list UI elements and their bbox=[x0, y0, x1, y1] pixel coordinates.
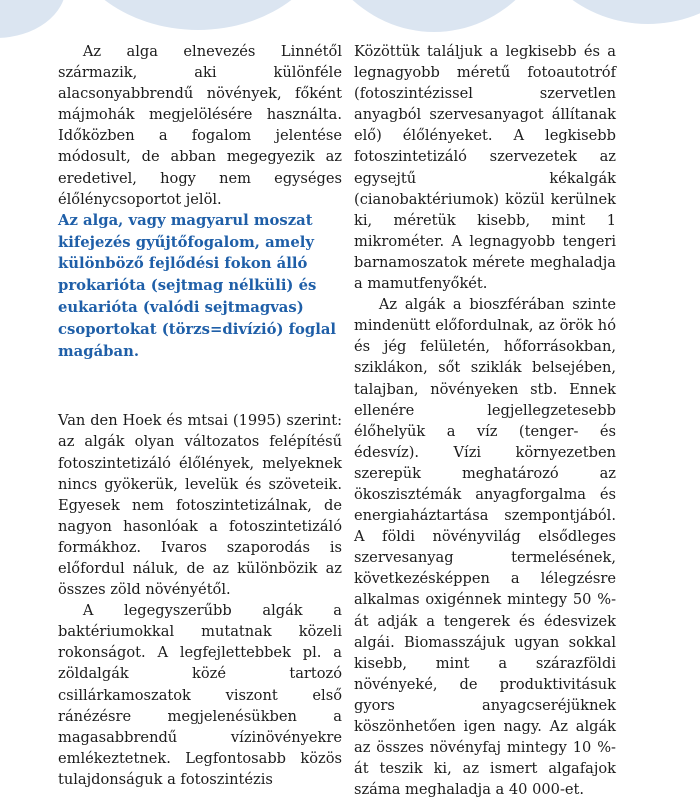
left-paragraph-2: Van den Hoek és mtsai (1995) szerint: az algák olyan változatos felépítésű fotoszintetizáló élőlények, melyeknek nincs gyökerük, levelük és szöveteik. Egyesek nem fotoszintetizálnak, de nagyon hasonlóak a fotoszintetizáló formákhoz. Ivaros szaporodás is előfordul náluk, de az különbözik az összes zöld növényétől. bbox=[58, 412, 342, 599]
header-wave-decoration bbox=[0, 0, 700, 40]
wave-bubble-4 bbox=[528, 0, 700, 24]
right-paragraph-2: Az algák a bioszférában szinte mindenütt előfordulnak, az örök hó és jég felületén, hőforrásokban, sziklákon, sőt sziklák belsejében, talajban, növényeken stb. Ennek ellenére legjellegzetesebb élőhelyük a víz (tenger- és édesvíz). Vízi környezetben szerepük meghatározó az ökoszisztémák anyagforgalma és energiaháztartása szempontjából. A földi növényvilág elsődleges szervesanyag termelésének, következésképpen a lélegzésre alkalmas oxigénnek mintegy 50 %-át adják a tengerek és édesvizek algái. Biomasszájuk ugyan sokkal kisebb, mint a szárazföldi növényeké, de produktivitásuk gyors anyagcseréjüknek köszönhetően igen nagy. Az algák az összes növényfaj mintegy 10 %-át teszik ki, az ismert algafajok száma meghaladja a 40 000-et. bbox=[354, 296, 616, 799]
highlight-callout: Az alga, vagy magyarul moszat kifejezés gyűjtőfogalom, amely különböző fejlődési fokon álló prokarióta (sejtmag nélküli) és eukarióta (valódi sejtmagvas) csoportokat (törzs=divízió) foglal magában. bbox=[58, 211, 337, 360]
left-column bbox=[58, 41, 342, 790]
left-paragraph-3: A legegyszerűbb algák a baktériumokkal mutatnak közeli rokonságot. A legfejlettebbek pl. a zöldalgák közé tartozó csillárkamoszatok viszont első ránézésre megjelenésükben a magasabbrendű vízinövényekre emlékeztetnek. Legfontosabb közös tulajdonságuk a fotoszintézis bbox=[58, 602, 342, 788]
wave-bubble-2 bbox=[63, 0, 333, 30]
wave-bubble-3 bbox=[306, 0, 562, 32]
wave-bubble-1 bbox=[0, 0, 66, 38]
right-paragraph-1: Közöttük találjuk a legkisebb és a legnagyobb méretű fotoautotróf (fotoszintézissel szervetlen anyagból szervesanyagot állítanak elő) élőlényeket. A legkisebb fotoszintetizáló szervezetek az egysejtű kékalgák (cianobaktériumok) közül kerülnek ki, méretük kisebb, mint 1 mikrométer. A legnagyobb tengeri barnamoszatok mérete meghaladja a mamutfenyőkét. bbox=[354, 43, 616, 293]
right-column bbox=[354, 41, 616, 800]
left-paragraph-1: Az alga elnevezés Linnétől származik, aki különféle alacsonyabbrendű növények, főként májmohák megjelölésére használta. Időközben a fogalom jelentése módosult, de abban megegyezik az eredetivel, hogy nem egységes élőlénycsoportot jelöl. bbox=[58, 43, 342, 208]
